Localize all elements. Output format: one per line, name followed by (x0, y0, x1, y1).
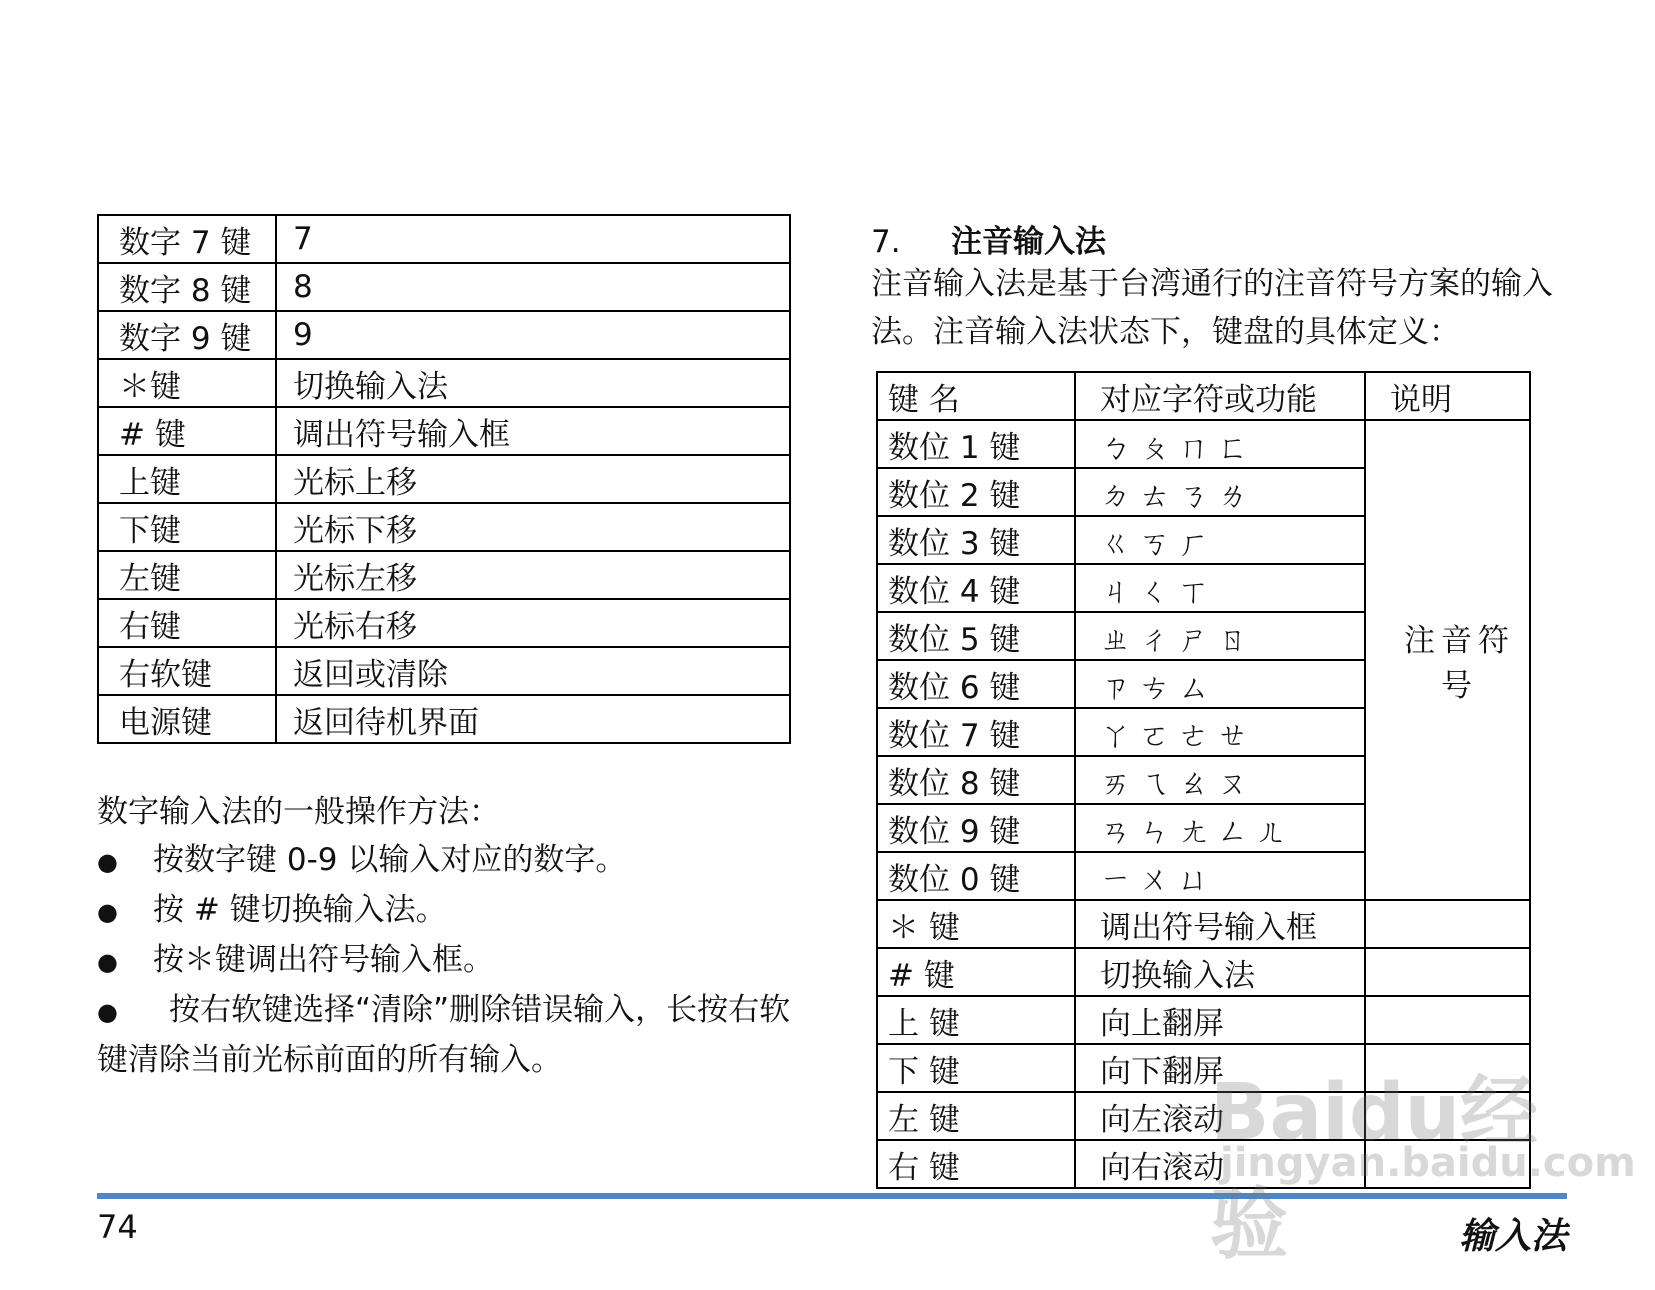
key-name-cell: 电源键 (98, 695, 276, 743)
key-name-cell: 数位 9 键 (877, 804, 1075, 852)
key-name-cell: 右键 (98, 599, 276, 647)
header-char-function: 对应字符或功能 (1075, 372, 1365, 420)
watermark-url: jingyan.baidu.com (1220, 1140, 1636, 1186)
left-key-table-body (98, 215, 790, 743)
table-row (877, 948, 1530, 996)
key-name-cell: 数位 7 键 (877, 708, 1075, 756)
bullet-dot-icon: ● (97, 898, 118, 926)
key-name-cell: 数位 3 键 (877, 516, 1075, 564)
table-row (98, 695, 790, 743)
key-name-cell: 数位 0 键 (877, 852, 1075, 900)
running-head: 输入法 (1458, 1216, 1567, 1257)
zhuyin-symbols-cell: ㄅㄆㄇㄈ (1075, 420, 1365, 468)
bullet-dot-icon: ● (97, 998, 118, 1026)
zhuyin-symbols-cell: ㄧㄨㄩ (1075, 852, 1365, 900)
header-note: 说明 (1365, 372, 1530, 420)
key-name-cell: 下键 (98, 503, 276, 551)
key-name-cell: # 键 (877, 948, 1075, 996)
note-cell (1365, 996, 1530, 1044)
key-name-cell: ＊键 (98, 359, 276, 407)
bullet-text: 按数字键 0-9 以输入对应的数字。 (153, 842, 627, 878)
key-function-cell: 向左滚动 (1075, 1092, 1365, 1140)
note-cell (1365, 900, 1530, 948)
bullet-item (97, 836, 791, 886)
section-heading (871, 216, 1106, 261)
key-name-cell: 数位 2 键 (877, 468, 1075, 516)
key-function-cell: 调出符号输入框 (276, 407, 790, 455)
number-input-instructions (97, 788, 791, 1084)
left-key-table (97, 214, 791, 744)
key-name-cell: 数位 4 键 (877, 564, 1075, 612)
key-name-cell: # 键 (98, 407, 276, 455)
key-function-cell: 向上翻屏 (1075, 996, 1365, 1044)
zhuyin-symbols-cell: ㄢㄣㄤㄥㄦ (1075, 804, 1365, 852)
bullet-dot-icon: ● (97, 948, 118, 976)
section-title: 注音输入法 (951, 224, 1106, 260)
key-name-cell: 上 键 (877, 996, 1075, 1044)
table-row (877, 420, 1530, 468)
key-function-cell: 返回或清除 (276, 647, 790, 695)
zhuyin-symbols-cell: ㄉㄊㄋㄌ (1075, 468, 1365, 516)
key-function-cell: 调出符号输入框 (1075, 900, 1365, 948)
table-row (98, 503, 790, 551)
key-name-cell: 数字 8 键 (98, 263, 276, 311)
instructions-intro: 数字输入法的一般操作方法： (97, 794, 500, 830)
key-name-cell: 上键 (98, 455, 276, 503)
table-row (98, 407, 790, 455)
zhuyin-symbols-cell: ㄗㄘㄙ (1075, 660, 1365, 708)
key-function-cell: 向下翻屏 (1075, 1044, 1365, 1092)
key-function-cell: 光标右移 (276, 599, 790, 647)
bullet-dot-icon: ● (97, 848, 118, 876)
key-name-cell: 数位 1 键 (877, 420, 1075, 468)
key-function-cell: 9 (276, 311, 790, 359)
key-function-cell: 光标下移 (276, 503, 790, 551)
zhuyin-symbols-cell: ㄞㄟㄠㄡ (1075, 756, 1365, 804)
zhuyin-symbols-cell: ㄚㄛㄜㄝ (1075, 708, 1365, 756)
bullet-text: 按右软键选择“清除”删除错误输入，长按右软键清除当前光标前面的所有输入。 (97, 992, 791, 1078)
key-name-cell: 数位 6 键 (877, 660, 1075, 708)
key-name-cell: 左 键 (877, 1092, 1075, 1140)
key-function-cell: 8 (276, 263, 790, 311)
bullet-text: 按＊键调出符号输入框。 (153, 942, 494, 978)
bullet-item (97, 936, 791, 986)
header-key-name: 键 名 (877, 372, 1075, 420)
page-number: 74 (97, 1208, 138, 1246)
key-function-cell: 切换输入法 (276, 359, 790, 407)
key-name-cell: 右软键 (98, 647, 276, 695)
zhuyin-symbols-cell: ㄐㄑㄒ (1075, 564, 1365, 612)
table-row (98, 455, 790, 503)
key-name-cell: 左键 (98, 551, 276, 599)
key-name-cell: 右 键 (877, 1140, 1075, 1188)
key-name-cell: 数字 7 键 (98, 215, 276, 263)
key-function-cell: 光标左移 (276, 551, 790, 599)
key-name-cell: 数位 5 键 (877, 612, 1075, 660)
bullet-text: 按 # 键切换输入法。 (153, 892, 447, 928)
table-row (98, 359, 790, 407)
note-cell (1365, 948, 1530, 996)
watermark-logo: Baidu经验 (1210, 1068, 1539, 1270)
key-name-cell: 数字 9 键 (98, 311, 276, 359)
table-row (98, 599, 790, 647)
table-header-row (877, 372, 1530, 420)
bullet-item (97, 986, 791, 1084)
section-description: 注音输入法是基于台湾通行的注音符号方案的输入法。注音输入法状态下，键盘的具体定义： (871, 266, 1553, 350)
table-row (98, 311, 790, 359)
key-function-cell: 向右滚动 (1075, 1140, 1365, 1188)
key-function-cell: 切换输入法 (1075, 948, 1365, 996)
section-number: 7. (871, 224, 901, 260)
key-name-cell: 数位 8 键 (877, 756, 1075, 804)
table-row (98, 215, 790, 263)
key-name-cell: 下 键 (877, 1044, 1075, 1092)
key-function-cell: 7 (276, 215, 790, 263)
bullet-item (97, 886, 791, 936)
key-function-cell: 返回待机界面 (276, 695, 790, 743)
table-row (877, 996, 1530, 1044)
table-row (98, 551, 790, 599)
zhuyin-symbols-cell: ㄍㄎㄏ (1075, 516, 1365, 564)
table-row (98, 647, 790, 695)
key-function-cell: 光标上移 (276, 455, 790, 503)
table-row (98, 263, 790, 311)
zhuyin-symbols-cell: ㄓㄔㄕㄖ (1075, 612, 1365, 660)
zhuyin-note-cell: 注音符号 (1365, 420, 1530, 900)
table-row (877, 900, 1530, 948)
key-name-cell: ＊ 键 (877, 900, 1075, 948)
